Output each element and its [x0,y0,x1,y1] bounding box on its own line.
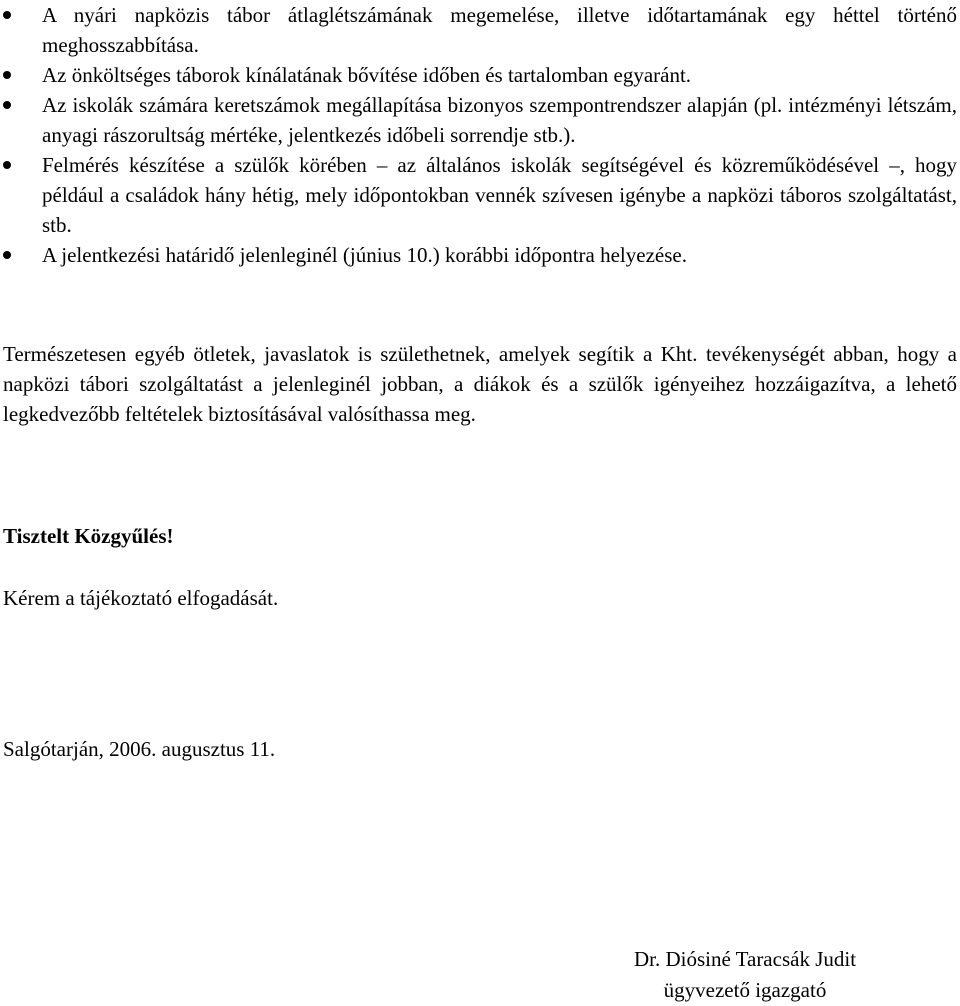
signature-block [560,944,930,1006]
closing-paragraph: Természetesen egyéb ötletek, javaslatok is születhetnek, amelyek segítik a Kht. tevékenységét abban, hogy a napközi tábori szolgáltatást a jelenleginél jobban, a diákok és a szülők igényeihez hozzáigazítva, a lehető legkedvezőbb feltételek biztosításával valósíthassa meg. [3,342,957,426]
list-item [3,0,957,60]
bullet-icon [3,11,11,19]
bullet-icon [3,161,11,169]
signatory-name: Dr. Diósiné Taracsák Judit [633,947,857,971]
list-item [3,150,957,240]
list-item [3,60,957,90]
request-text: Kérem a tájékoztató elfogadását. [3,586,279,610]
signatory-title: ügyvezető igazgató [663,978,827,1002]
greeting-heading: Tisztelt Közgyűlés! [3,524,174,548]
list-item [3,90,957,150]
bullet-icon [3,101,11,109]
proposal-list [3,0,957,270]
place-date: Salgótarján, 2006. augusztus 11. [3,737,276,761]
list-item-text: Az önköltséges táborok kínálatának bővítése időben és tartalomban egyaránt. [42,63,692,87]
bullet-icon [3,251,11,259]
list-item-text: A nyári napközis tábor átlaglétszámának megemelése, illetve időtartamának egy héttel történő meghosszabbítása. [42,3,957,57]
bullet-icon [3,71,11,79]
list-item-text: A jelentkezési határidő jelenleginél (június 10.) korábbi időpontra helyezése. [42,243,687,267]
list-item [3,240,957,270]
list-item-text: Az iskolák számára keretszámok megállapítása bizonyos szempontrendszer alapján (pl. intézményi létszám, anyagi rászorultság mértéke, jelentkezés időbeli sorrendje stb.). [42,93,957,147]
list-item-text: Felmérés készítése a szülők körében – az általános iskolák segítségével és közreműködésével –, hogy például a családok hány hétig, mely időpontokban vennék szívesen igénybe a napközi táboros szolgáltatást, stb. [42,153,957,237]
